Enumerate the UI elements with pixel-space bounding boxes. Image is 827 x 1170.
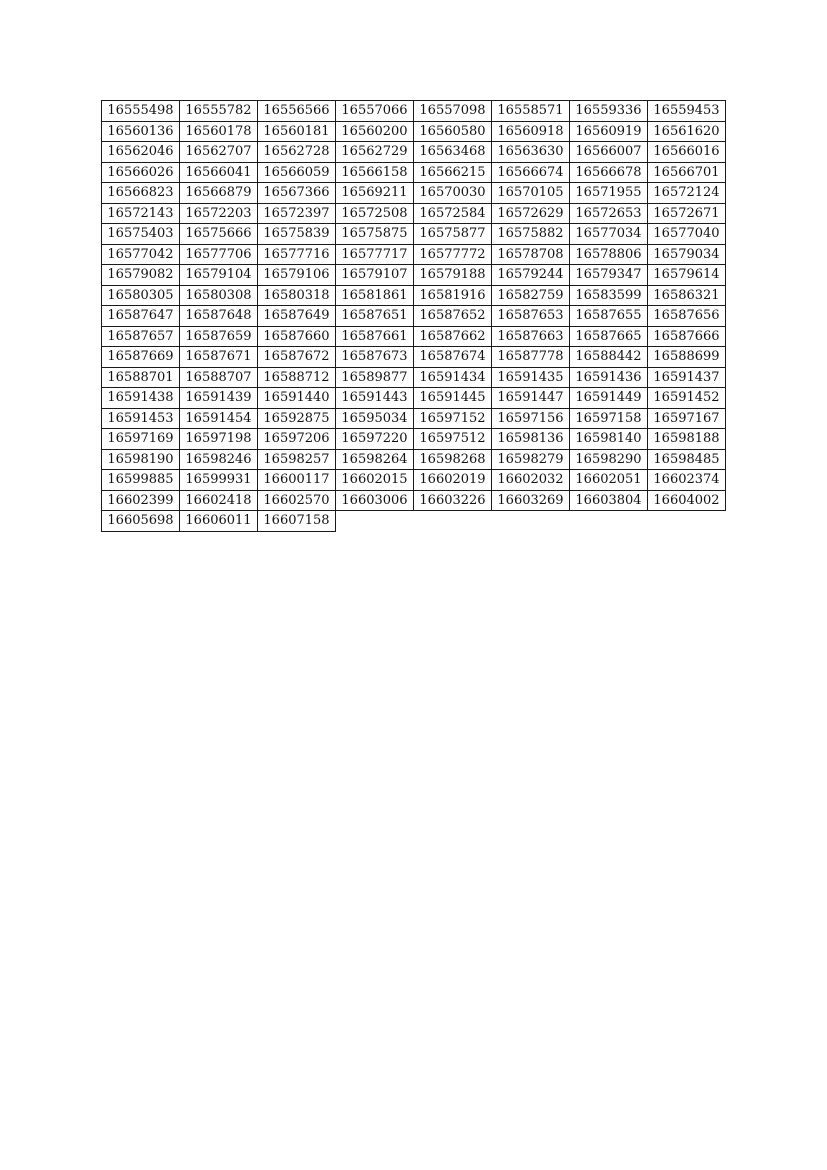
table-cell: 16587655 [570,306,648,327]
table-cell: 16591453 [102,408,180,429]
table-cell: 16587663 [492,326,570,347]
table-cell: 16602019 [414,470,492,491]
table-cell: 16598140 [570,429,648,450]
table-cell-empty [570,511,648,532]
table-cell: 16603006 [336,490,414,511]
table-cell: 16560178 [180,121,258,142]
table-cell-empty [336,511,414,532]
table-cell: 16598257 [258,449,336,470]
table-body [102,101,726,532]
table-cell: 16566674 [492,162,570,183]
table-cell: 16591445 [414,388,492,409]
table-cell: 16587647 [102,306,180,327]
table-cell-empty [414,511,492,532]
table-cell: 16597156 [492,408,570,429]
table-cell: 16575877 [414,224,492,245]
table-cell: 16587666 [648,326,726,347]
table-cell: 16562046 [102,142,180,163]
table-cell: 16602418 [180,490,258,511]
table-cell: 16555782 [180,101,258,122]
table-cell: 16578708 [492,244,570,265]
table-cell: 16602374 [648,470,726,491]
table-cell: 16572653 [570,203,648,224]
table-row [102,511,726,532]
table-cell: 16587778 [492,347,570,368]
table-cell: 16603226 [414,490,492,511]
table-cell: 16587652 [414,306,492,327]
table-cell: 16577034 [570,224,648,245]
table-cell: 16572584 [414,203,492,224]
table-cell: 16602051 [570,470,648,491]
table-cell: 16566026 [102,162,180,183]
table-cell: 16591443 [336,388,414,409]
table-cell: 16606011 [180,511,258,532]
table-cell: 16575882 [492,224,570,245]
table-cell: 16570105 [492,183,570,204]
table-cell: 16566701 [648,162,726,183]
table-cell: 16575839 [258,224,336,245]
table-row [102,162,726,183]
table-cell: 16587661 [336,326,414,347]
table-cell: 16588701 [102,367,180,388]
table-cell: 16572671 [648,203,726,224]
table-cell: 16595034 [336,408,414,429]
table-cell: 16587649 [258,306,336,327]
table-cell: 16566158 [336,162,414,183]
table-row [102,367,726,388]
table-cell: 16588699 [648,347,726,368]
table-cell: 16591454 [180,408,258,429]
table-cell: 16555498 [102,101,180,122]
table-cell: 16577716 [258,244,336,265]
table-row [102,203,726,224]
table-cell: 16598246 [180,449,258,470]
table-cell: 16587669 [102,347,180,368]
table-cell-empty [492,511,570,532]
table-cell: 16597158 [570,408,648,429]
table-cell: 16579082 [102,265,180,286]
table-row [102,244,726,265]
table-cell: 16561620 [648,121,726,142]
table-cell: 16580308 [180,285,258,306]
table-cell: 16592875 [258,408,336,429]
table-cell: 16591437 [648,367,726,388]
table-cell: 16581861 [336,285,414,306]
table-cell: 16598279 [492,449,570,470]
table-cell: 16587665 [570,326,648,347]
table-cell: 16597198 [180,429,258,450]
table-cell: 16599931 [180,470,258,491]
table-row [102,101,726,122]
table-cell: 16575403 [102,224,180,245]
table-row [102,388,726,409]
table-cell: 16591447 [492,388,570,409]
table-cell: 16562729 [336,142,414,163]
table-cell: 16607158 [258,511,336,532]
table-cell: 16577772 [414,244,492,265]
table-cell: 16579104 [180,265,258,286]
table-cell: 16566016 [648,142,726,163]
table-cell: 16577040 [648,224,726,245]
table-cell: 16598264 [336,449,414,470]
table-row [102,449,726,470]
table-cell: 16587648 [180,306,258,327]
table-cell: 16591435 [492,367,570,388]
table-cell: 16570030 [414,183,492,204]
table-row [102,490,726,511]
table-cell: 16589877 [336,367,414,388]
table-cell: 16598188 [648,429,726,450]
table-cell: 16603269 [492,490,570,511]
table-cell: 16572124 [648,183,726,204]
table-cell: 16572397 [258,203,336,224]
table-cell: 16558571 [492,101,570,122]
number-table [101,100,726,532]
table-row [102,306,726,327]
table-cell: 16572629 [492,203,570,224]
table-cell: 16560919 [570,121,648,142]
table-cell: 16560200 [336,121,414,142]
table-cell: 16560181 [258,121,336,142]
table-cell: 16566059 [258,162,336,183]
table-cell: 16566879 [180,183,258,204]
table-cell: 16591449 [570,388,648,409]
table-cell: 16587659 [180,326,258,347]
table-cell: 16598190 [102,449,180,470]
table-cell: 16602399 [102,490,180,511]
table-cell: 16598268 [414,449,492,470]
table-cell: 16598290 [570,449,648,470]
table-row [102,347,726,368]
table-cell: 16572508 [336,203,414,224]
table-cell: 16560136 [102,121,180,142]
table-cell: 16605698 [102,511,180,532]
table-cell: 16579347 [570,265,648,286]
table-cell-empty [648,511,726,532]
table-cell: 16587656 [648,306,726,327]
table-cell: 16591438 [102,388,180,409]
table-cell: 16586321 [648,285,726,306]
table-cell: 16597152 [414,408,492,429]
table-cell: 16591440 [258,388,336,409]
table-row [102,265,726,286]
table-cell: 16591434 [414,367,492,388]
table-cell: 16587671 [180,347,258,368]
table-cell: 16559336 [570,101,648,122]
table-cell: 16566215 [414,162,492,183]
table-cell: 16563630 [492,142,570,163]
table-cell: 16566823 [102,183,180,204]
table-cell: 16602032 [492,470,570,491]
table-cell: 16587672 [258,347,336,368]
table-cell: 16575875 [336,224,414,245]
table-cell: 16578806 [570,244,648,265]
table-cell: 16569211 [336,183,414,204]
table-cell: 16598136 [492,429,570,450]
table-cell: 16579614 [648,265,726,286]
table-cell: 16603804 [570,490,648,511]
table-cell: 16604002 [648,490,726,511]
table-cell: 16579188 [414,265,492,286]
table-cell: 16597512 [414,429,492,450]
table-cell: 16588442 [570,347,648,368]
table-cell: 16571955 [570,183,648,204]
table-cell: 16566007 [570,142,648,163]
table-cell: 16567366 [258,183,336,204]
table-cell: 16562707 [180,142,258,163]
table-cell: 16572143 [102,203,180,224]
table-cell: 16600117 [258,470,336,491]
table-row [102,121,726,142]
table-cell: 16579034 [648,244,726,265]
table-cell: 16591452 [648,388,726,409]
table-cell: 16577042 [102,244,180,265]
table-cell: 16579244 [492,265,570,286]
table-cell: 16580305 [102,285,180,306]
table-cell: 16579106 [258,265,336,286]
table-row [102,142,726,163]
table-cell: 16591436 [570,367,648,388]
table-cell: 16579107 [336,265,414,286]
table-cell: 16598485 [648,449,726,470]
table-row [102,183,726,204]
table-cell: 16583599 [570,285,648,306]
table-row [102,470,726,491]
table-cell: 16602015 [336,470,414,491]
table-cell: 16566041 [180,162,258,183]
table-cell: 16588707 [180,367,258,388]
table-cell: 16562728 [258,142,336,163]
table-cell: 16588712 [258,367,336,388]
table-row [102,285,726,306]
table-cell: 16560918 [492,121,570,142]
table-cell: 16559453 [648,101,726,122]
table-cell: 16577706 [180,244,258,265]
table-cell: 16572203 [180,203,258,224]
table-cell: 16597206 [258,429,336,450]
table-cell: 16582759 [492,285,570,306]
table-cell: 16560580 [414,121,492,142]
table-cell: 16580318 [258,285,336,306]
table-cell: 16587653 [492,306,570,327]
table-cell: 16581916 [414,285,492,306]
table-cell: 16599885 [102,470,180,491]
table-cell: 16597169 [102,429,180,450]
table-cell: 16597167 [648,408,726,429]
table-cell: 16557066 [336,101,414,122]
table-cell: 16602570 [258,490,336,511]
table-cell: 16587674 [414,347,492,368]
table-row [102,429,726,450]
table-cell: 16587673 [336,347,414,368]
table-cell: 16556566 [258,101,336,122]
table-cell: 16575666 [180,224,258,245]
table-cell: 16557098 [414,101,492,122]
table-cell: 16587651 [336,306,414,327]
table-cell: 16587662 [414,326,492,347]
table-cell: 16587660 [258,326,336,347]
table-cell: 16591439 [180,388,258,409]
table-cell: 16587657 [102,326,180,347]
table-row [102,224,726,245]
table-cell: 16577717 [336,244,414,265]
table-cell: 16597220 [336,429,414,450]
table-row [102,408,726,429]
table-cell: 16566678 [570,162,648,183]
table-row [102,326,726,347]
table-cell: 16563468 [414,142,492,163]
